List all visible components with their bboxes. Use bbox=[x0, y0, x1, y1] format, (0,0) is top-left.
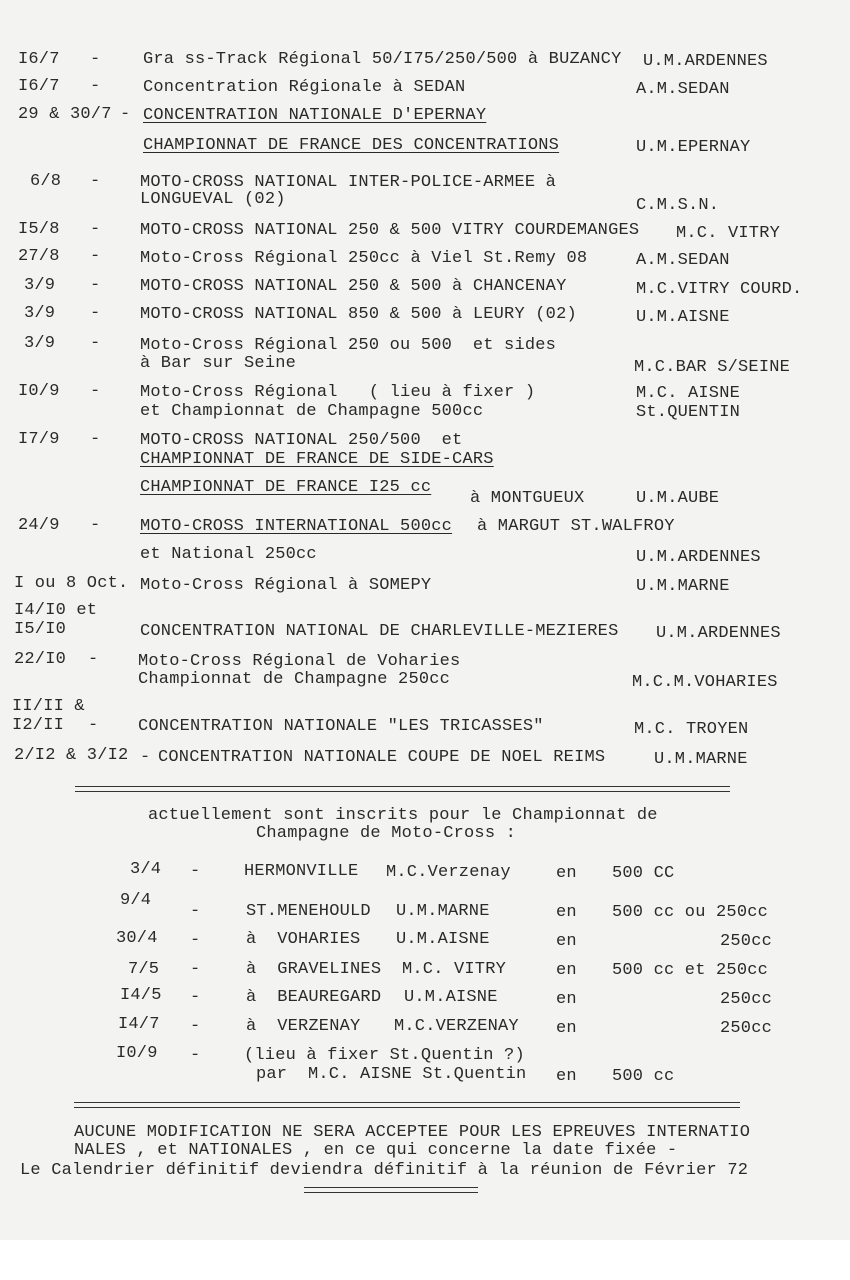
event-date: 2/I2 & 3/I2 bbox=[14, 746, 129, 765]
registered-date: I4/5 bbox=[120, 986, 162, 1005]
registered-en: en bbox=[556, 932, 577, 951]
registered-dash: - bbox=[190, 931, 201, 950]
registered-club: M.C. VITRY bbox=[402, 960, 507, 979]
event-title: Moto-Cross Régional à SOMEPY bbox=[140, 576, 432, 595]
registered-en: en bbox=[556, 1067, 577, 1086]
event-club: U.M.MARNE bbox=[654, 750, 748, 769]
registered-club: U.M.AISNE bbox=[396, 930, 490, 949]
event-title: MOTO-CROSS NATIONAL 850 & 500 à LEURY (02) bbox=[140, 305, 577, 324]
notice-line-1: AUCUNE MODIFICATION NE SERA ACCEPTEE POUR LES EPREUVES INTERNATIO bbox=[74, 1123, 751, 1142]
registered-place: à GRAVELINES bbox=[246, 960, 382, 979]
event-title: Gra ss-Track Régional 50/I75/250/500 à BUZANCY bbox=[143, 50, 622, 69]
event-date: I0/9 bbox=[18, 382, 60, 401]
event-title: MOTO-CROSS NATIONAL 250 & 500 VITRY COURDEMANGES bbox=[140, 221, 640, 240]
event-club: A.M.SEDAN bbox=[636, 251, 730, 270]
registered-en: en bbox=[556, 990, 577, 1009]
event-club: M.C. VITRY bbox=[676, 224, 781, 243]
event-dash: - bbox=[90, 304, 101, 323]
event-subtitle: CHAMPIONNAT DE FRANCE DES CONCENTRATIONS bbox=[143, 136, 560, 155]
event-date: 6/8 bbox=[30, 172, 62, 191]
event-date: I4/I0 et bbox=[14, 601, 98, 620]
registered-place: à VERZENAY bbox=[246, 1017, 361, 1036]
event-dash: - bbox=[90, 430, 101, 449]
event-date: 3/9 bbox=[24, 276, 56, 295]
registered-club: M.C.Verzenay bbox=[386, 863, 511, 882]
registered-en: en bbox=[556, 961, 577, 980]
notice-line-3: Le Calendrier définitif deviendra définitif à la réunion de Février 72 bbox=[20, 1161, 749, 1180]
registered-place: (lieu à fixer St.Quentin ?) bbox=[244, 1046, 525, 1065]
registered-place: à VOHARIES bbox=[246, 930, 361, 949]
event-dash: - bbox=[90, 50, 101, 69]
event-club: U.M.ARDENNES bbox=[643, 52, 768, 71]
event-dash: - bbox=[120, 105, 131, 124]
registered-category: 250cc bbox=[720, 932, 773, 951]
registered-club: U.M.MARNE bbox=[396, 902, 490, 921]
event-date: II/II & bbox=[12, 697, 85, 716]
event-dash: - bbox=[90, 220, 101, 239]
event-dash: - bbox=[90, 172, 101, 191]
event-title: Concentration Régionale à SEDAN bbox=[143, 78, 466, 97]
event-date: 29 & 30/7 bbox=[18, 105, 112, 124]
event-dash: - bbox=[90, 382, 101, 401]
event-date: I ou 8 Oct. bbox=[14, 574, 129, 593]
event-subtitle: Championnat de Champagne 250cc bbox=[138, 670, 451, 689]
event-title: CONCENTRATION NATIONAL DE CHARLEVILLE-MEZIERES bbox=[140, 622, 619, 641]
registered-dash: - bbox=[190, 862, 201, 881]
event-title: MOTO-CROSS INTERNATIONAL 500cc bbox=[140, 517, 453, 536]
event-subtitle: LONGUEVAL (02) bbox=[140, 190, 286, 209]
registered-place: HERMONVILLE bbox=[244, 862, 359, 881]
registered-club: U.M.AISNE bbox=[404, 988, 498, 1007]
event-subtitle: et National 250cc bbox=[140, 545, 317, 564]
event-club: M.C.VITRY COURD. bbox=[636, 280, 803, 299]
registered-date: 3/4 bbox=[130, 860, 162, 879]
event-date: I5/8 bbox=[18, 220, 60, 239]
event-dash: - bbox=[88, 650, 99, 669]
event-dash: - bbox=[140, 748, 151, 767]
event-date: I6/7 bbox=[18, 50, 60, 69]
registered-date: I0/9 bbox=[116, 1044, 158, 1063]
event-club: U.M.MARNE bbox=[636, 577, 730, 596]
intro-line-1: actuellement sont inscrits pour le Championnat de bbox=[148, 806, 658, 825]
event-dash: - bbox=[90, 334, 101, 353]
event-club: U.M.AISNE bbox=[636, 308, 730, 327]
registered-place: ST.MENEHOULD bbox=[246, 902, 371, 921]
event-subtitle: CHAMPIONNAT DE FRANCE DE SIDE-CARS bbox=[140, 450, 494, 469]
event-dash: - bbox=[90, 516, 101, 535]
event-date: 24/9 bbox=[18, 516, 60, 535]
event-title: Moto-Cross Régional de Voharies bbox=[138, 652, 461, 671]
registered-dash: - bbox=[190, 1046, 201, 1065]
registered-dash: - bbox=[190, 988, 201, 1007]
event-club: U.M.EPERNAY bbox=[636, 138, 751, 157]
registered-category: 250cc bbox=[720, 1019, 773, 1038]
notice-line-2: NALES , et NATIONALES , en ce qui concerne la date fixée - bbox=[74, 1141, 678, 1160]
event-title-location: à MARGUT ST.WALFROY bbox=[477, 517, 675, 536]
registered-category: 500 cc et 250cc bbox=[612, 961, 769, 980]
event-dash: - bbox=[90, 77, 101, 96]
event-date-line2: I2/II bbox=[12, 716, 65, 735]
registered-club: M.C.VERZENAY bbox=[394, 1017, 519, 1036]
registered-date: I4/7 bbox=[118, 1015, 160, 1034]
event-date: 27/8 bbox=[18, 247, 60, 266]
event-club: M.C. AISNE bbox=[636, 384, 741, 403]
registered-en: en bbox=[556, 903, 577, 922]
registered-en: en bbox=[556, 1019, 577, 1038]
event-title: Moto-Cross Régional 250 ou 500 et sides bbox=[140, 336, 557, 355]
event-dash: - bbox=[90, 247, 101, 266]
registered-category: 500 CC bbox=[612, 864, 675, 883]
event-title: MOTO-CROSS NATIONAL 250 & 500 à CHANCENAY bbox=[140, 277, 567, 296]
registered-place-line2: par M.C. AISNE St.Quentin bbox=[256, 1065, 527, 1084]
separator-rule bbox=[74, 1102, 740, 1108]
registered-category: 500 cc ou 250cc bbox=[612, 903, 769, 922]
registered-dash: - bbox=[190, 902, 201, 921]
event-title: Moto-Cross Régional ( lieu à fixer ) bbox=[140, 383, 536, 402]
event-subtitle: et Championnat de Champagne 500cc bbox=[140, 402, 484, 421]
registered-dash: - bbox=[190, 960, 201, 979]
event-club: M.C. TROYEN bbox=[634, 720, 749, 739]
registered-date: 30/4 bbox=[116, 929, 158, 948]
registered-en: en bbox=[556, 864, 577, 883]
event-date: 22/I0 bbox=[14, 650, 67, 669]
intro-line-2: Champagne de Moto-Cross : bbox=[256, 824, 517, 843]
event-dash: - bbox=[90, 276, 101, 295]
registered-date: 9/4 bbox=[120, 891, 152, 910]
event-club: U.M.ARDENNES bbox=[636, 548, 761, 567]
event-club: M.C.M.VOHARIES bbox=[632, 673, 778, 692]
event-date: I6/7 bbox=[18, 77, 60, 96]
event-title: MOTO-CROSS NATIONAL 250/500 et bbox=[140, 431, 463, 450]
event-date-line2: I5/I0 bbox=[14, 620, 67, 639]
event-club: M.C.BAR S/SEINE bbox=[634, 358, 791, 377]
event-title: MOTO-CROSS NATIONAL INTER-POLICE-ARMEE à bbox=[140, 173, 557, 192]
event-date: 3/9 bbox=[24, 334, 56, 353]
registered-category: 250cc bbox=[720, 990, 773, 1009]
event-club: U.M.AUBE bbox=[636, 489, 720, 508]
event-club: C.M.S.N. bbox=[636, 196, 720, 215]
event-date: 3/9 bbox=[24, 304, 56, 323]
event-dash: - bbox=[88, 716, 99, 735]
event-club-line2: St.QUENTIN bbox=[636, 403, 741, 422]
separator-rule bbox=[75, 786, 730, 792]
event-title: CONCENTRATION NATIONALE "LES TRICASSES" bbox=[138, 717, 544, 736]
event-subtitle-2: CHAMPIONNAT DE FRANCE I25 cc bbox=[140, 478, 432, 497]
separator-rule bbox=[304, 1187, 478, 1193]
registered-dash: - bbox=[190, 1017, 201, 1036]
event-place: à MONTGUEUX bbox=[470, 489, 585, 508]
event-club: U.M.ARDENNES bbox=[656, 624, 781, 643]
event-title: CONCENTRATION NATIONALE D'EPERNAY bbox=[143, 106, 487, 125]
registered-place: à BEAUREGARD bbox=[246, 988, 382, 1007]
registered-category: 500 cc bbox=[612, 1067, 675, 1086]
event-title: CONCENTRATION NATIONALE COUPE DE NOEL REIMS bbox=[158, 748, 606, 767]
event-title: Moto-Cross Régional 250cc à Viel St.Remy 08 bbox=[140, 249, 588, 268]
event-subtitle: à Bar sur Seine bbox=[140, 354, 297, 373]
page-bottom-margin bbox=[0, 1240, 850, 1280]
event-date: I7/9 bbox=[18, 430, 60, 449]
registered-date: 7/5 bbox=[128, 960, 160, 979]
event-club: A.M.SEDAN bbox=[636, 80, 730, 99]
